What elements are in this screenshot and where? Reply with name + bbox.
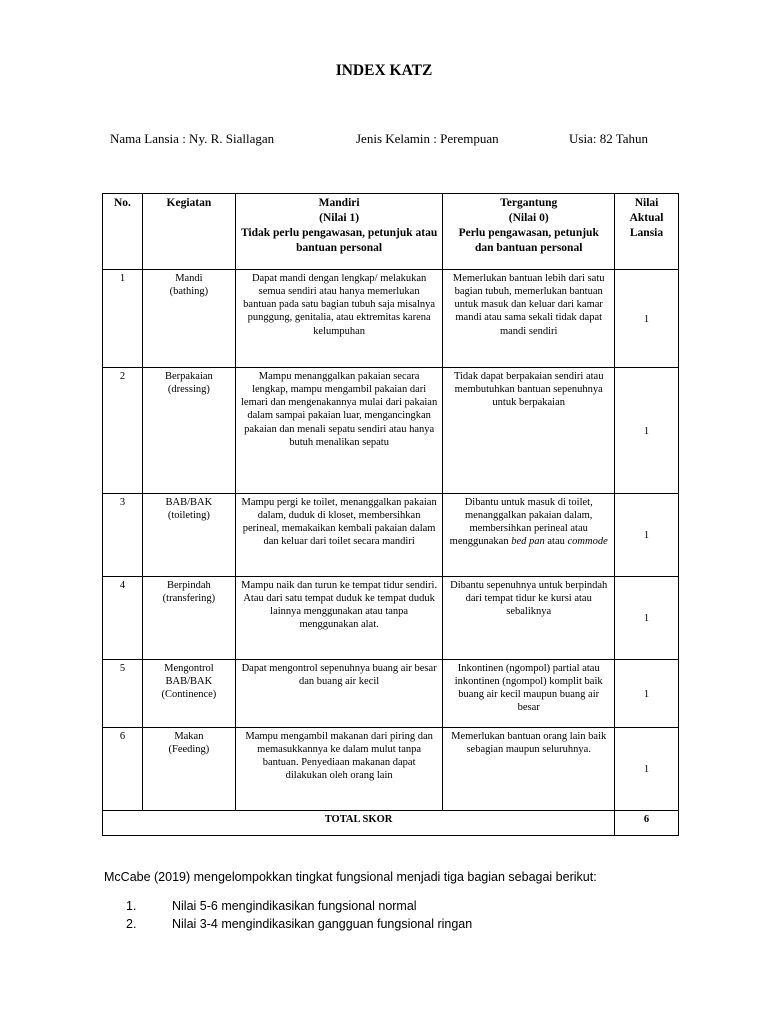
row-kegiatan: Mandi (bathing) — [142, 270, 235, 368]
row-mandiri: Dapat mandi dengan lengkap/ melakukan semua sendiri atau hanya memerlukan bantuan pada satu bagian tubuh saja misalnya punggung, genitalia, atau ektremitas karena kelumpuhan — [235, 270, 443, 368]
row-no: 4 — [103, 577, 143, 660]
header-tergantung-desc: Perlu pengawasan, petunjuk dan bantuan personal — [458, 226, 599, 254]
row-kegiatan: Makan (Feeding) — [142, 728, 235, 811]
header-mandiri-desc: Tidak perlu pengawasan, petunjuk atau bantuan personal — [240, 226, 438, 254]
list-number: 1. — [126, 899, 137, 913]
classification-list — [126, 899, 472, 935]
row-tergantung: Memerlukan bantuan orang lain baik sebagian maupun seluruhnya. — [443, 728, 615, 811]
document-title: INDEX KATZ — [335, 62, 433, 79]
row-mandiri: Dapat mengontrol sepenuhnya buang air besar dan buang air kecil — [235, 660, 443, 728]
row-mandiri: Mampu menanggalkan pakaian secara lengkap, mampu mengambil pakaian dari lemari dan mengenakannya mulai dari pakaian dalam sampai pakaian luar, mengancingkan pakaian dan menali sepatu sendiri atau hanya butuh menalikan sepatu — [235, 368, 443, 494]
mccabe-note: McCabe (2019) mengelompokkan tingkat fungsional menjadi tiga bagian sebagai berikut: — [104, 870, 597, 884]
row-nilai: 1 — [615, 577, 679, 660]
row-kegiatan: Mengontrol BAB/BAK (Continence) — [142, 660, 235, 728]
row-mandiri: Mampu pergi ke toilet, menanggalkan pakaian dalam, duduk di kloset, membersihkan perineal, memakaikan kembali pakaian dalam dan keluar dari toilet secara mandiri — [235, 494, 443, 577]
header-kegiatan: Kegiatan — [142, 194, 235, 270]
list-text: Nilai 3-4 mengindikasikan gangguan fungsional ringan — [172, 917, 473, 931]
list-item — [126, 899, 472, 917]
usia: Usia: 82 Tahun — [569, 131, 649, 146]
total-value: 6 — [615, 811, 679, 836]
header-mandiri-title: Mandiri — [318, 197, 360, 209]
table-header-row — [103, 194, 679, 270]
row-no: 6 — [103, 728, 143, 811]
table-row — [103, 728, 679, 811]
commode-term: commode — [567, 536, 608, 548]
list-text: Nilai 5-6 mengindikasikan fungsional normal — [172, 899, 417, 913]
header-no: No. — [103, 194, 143, 270]
total-row — [103, 811, 679, 836]
header-tergantung-title: Tergantung — [500, 197, 558, 209]
row-tergantung-join: atau — [544, 536, 568, 548]
row-no: 5 — [103, 660, 143, 728]
header-mandiri-score: (Nilai 1) — [319, 211, 360, 224]
table-row — [103, 494, 679, 577]
row-no: 3 — [103, 494, 143, 577]
bed-pan-term: bed pan — [511, 536, 545, 548]
row-no: 2 — [103, 368, 143, 494]
nama-lansia: Nama Lansia : Ny. R. Siallagan — [110, 131, 275, 146]
table-row — [103, 660, 679, 728]
row-kegiatan: Berpakaian (dressing) — [142, 368, 235, 494]
row-no: 1 — [103, 270, 143, 368]
row-mandiri: Mampu naik dan turun ke tempat tidur sendiri. Atau dari satu tempat duduk ke tempat duduk lainnya menggunakan atau tanpa menggunakan alat. — [235, 577, 443, 660]
row-nilai: 1 — [615, 270, 679, 368]
row-nilai: 1 — [615, 494, 679, 577]
header-tergantung-score: (Nilai 0) — [508, 211, 549, 224]
list-item — [126, 917, 472, 935]
row-nilai: 1 — [615, 660, 679, 728]
row-kegiatan: Berpindah (transfering) — [142, 577, 235, 660]
table-row — [103, 577, 679, 660]
katz-index-table — [102, 193, 679, 836]
table-row — [103, 368, 679, 494]
row-tergantung: Inkontinen (ngompol) partial atau inkontinen (ngompol) komplit baik buang air kecil maupun buang air besar — [443, 660, 615, 728]
list-number: 2. — [126, 917, 137, 931]
row-kegiatan: BAB/BAK (toileting) — [142, 494, 235, 577]
header-nilai: Nilai Aktual Lansia — [615, 194, 679, 270]
total-label: TOTAL SKOR — [103, 811, 615, 836]
row-tergantung: Dibantu sepenuhnya untuk berpindah dari tempat tidur ke kursi atau sebaliknya — [443, 577, 615, 660]
header-tergantung — [443, 194, 615, 270]
row-mandiri: Mampu mengambil makanan dari piring dan memasukkannya ke dalam mulut tanpa bantuan. Penyediaan makanan dapat dilakukan oleh orang lain — [235, 728, 443, 811]
row-tergantung: Tidak dapat berpakaian sendiri atau membutuhkan bantuan sepenuhnya untuk berpakaian — [443, 368, 615, 494]
row-nilai: 1 — [615, 368, 679, 494]
row-nilai: 1 — [615, 728, 679, 811]
row-tergantung: Memerlukan bantuan lebih dari satu bagian tubuh, memerlukan bantuan untuk masuk dan keluar dari kamar mandi atau sama sekali tidak dapat mandi sendiri — [443, 270, 615, 368]
row-tergantung-text: Dibantu untuk masuk di toilet, menanggalkan pakaian dalam, membersihkan perineal atau menggunakan — [449, 497, 593, 548]
table-row — [103, 270, 679, 368]
header-mandiri — [235, 194, 443, 270]
row-tergantung — [443, 494, 615, 577]
jenis-kelamin: Jenis Kelamin : Perempuan — [356, 131, 499, 146]
